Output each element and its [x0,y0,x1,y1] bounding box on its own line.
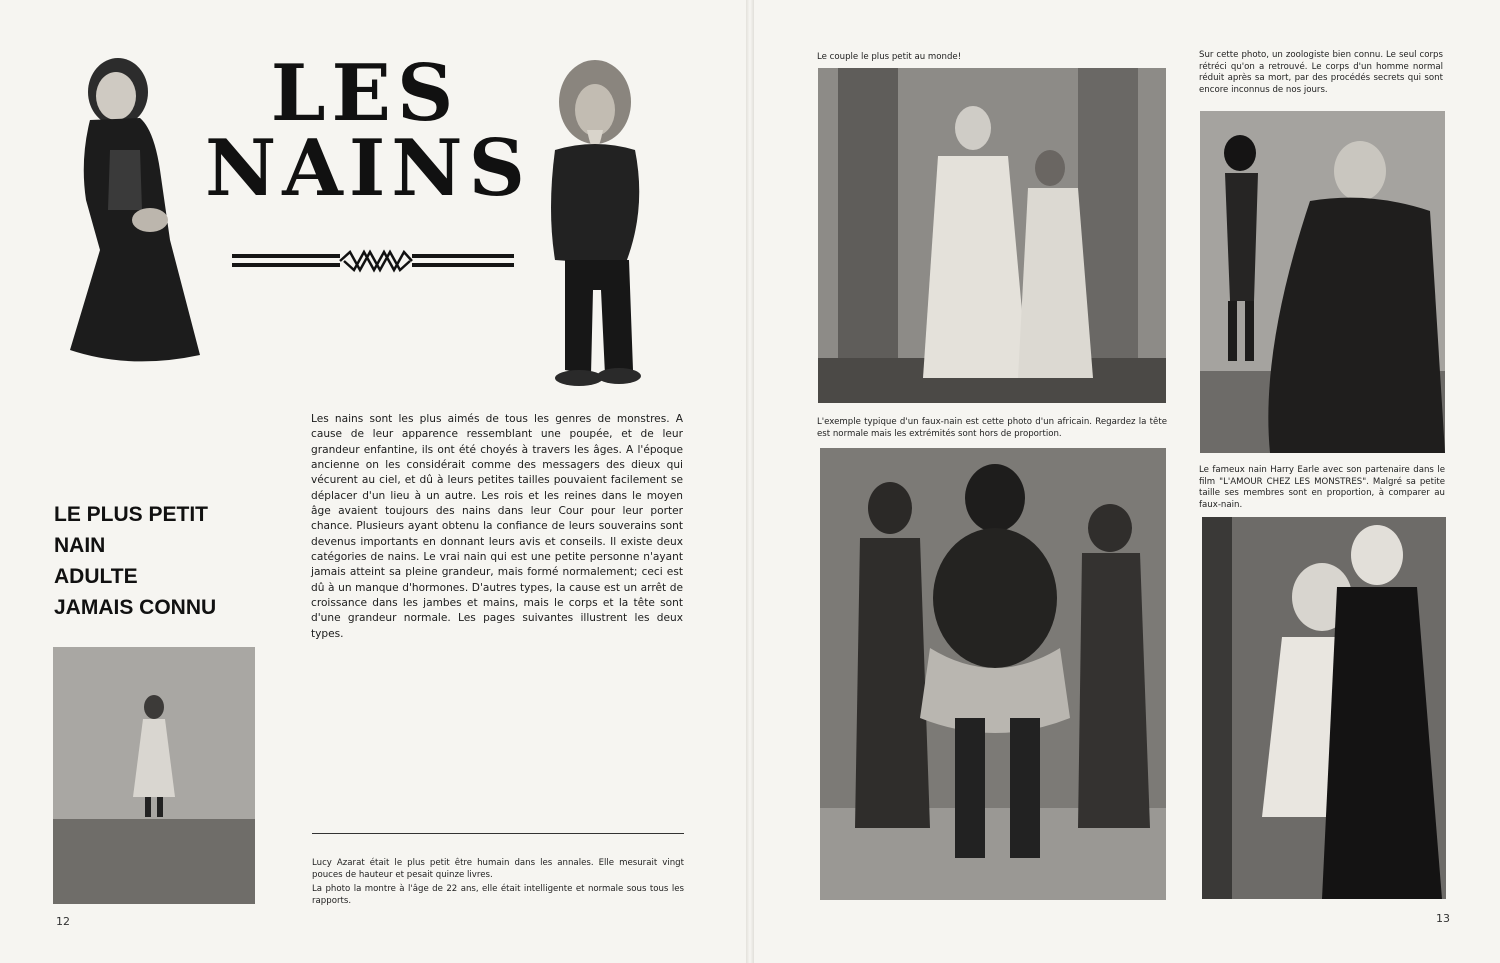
side-heading [54,499,274,623]
side-heading-line: LE PLUS PETIT [54,503,209,526]
photo-man-cutout [535,50,655,390]
photo-woman-cutout [50,50,210,370]
page-number-left: 12 [56,915,70,928]
page-number-right: 13 [1436,912,1450,925]
caption-lucy-1: Lucy Azarat était le plus petit être humain dans les annales. Elle mesurait vingt pouces de hauteur et pesait quinze livres. [312,858,684,880]
side-heading-line: NAIN [54,534,106,557]
page-title-line1: LES [270,48,460,139]
photo-harry-earle [1202,517,1446,899]
photo-smallest-couple [818,68,1166,403]
zigzag-ornament-icon [232,248,514,274]
intro-paragraph: Les nains sont les plus aimés de tous les genres de monstres. A cause de leur apparence ressemblant une poupée, et de leur grandeur enfantine, ils ont été choyés à travers les âges. A l'époque ancienne on les considérait comme des messagers des dieux qui vécurent au ciel, et dû à leurs petites tailles pouvaient facilement se déplacer d'un lieu à un autre. Les rois et les reines dans le moyen âge avaient toujours des nains dans leur Cour pour leur porter chance. Plusieurs ayant obtenu la confiance de leurs souverains sont devenus importants en donnant leurs avis et conseils. Il existe deux catégories de nains. Le vrai nain qui est une petite personne n'ayant jamais atteint sa pleine grandeur, mais formé normalement; ceci est dû à un manque d'hormones. D'autres types, la cause est un arrêt de croissance dans les jambes et mains, mais le corps et la tête sont d'une grandeur normale. Les pages suivantes illustrent les deux types. [311,413,683,640]
page-gutter [746,0,754,963]
photo-lucy-azarat [53,647,255,904]
caption-faux-nain: L'exemple typique d'un faux-nain est cette photo d'un africain. Regardez la tête est normale mais les extrémités sont hors de proportion. [817,417,1167,439]
caption-lucy-2: La photo la montre à l'âge de 22 ans, elle était intelligente et normale sous tous les rapports. [312,884,684,906]
side-heading-line: JAMAIS CONNU [54,596,217,619]
photo-zoologist [1200,111,1445,453]
caption-zoologist: Sur cette photo, un zoologiste bien connu. Le seul corps rétréci qu'on a retrouvé. Le corps d'un homme normal réduit après sa mort, par des procédés secrets qui sont encore inconnus de nos jours. [1199,50,1443,95]
photo-faux-nain [820,448,1166,900]
side-heading-line: ADULTE [54,565,138,588]
caption-divider [312,833,684,834]
page-title-line2: NAINS [205,123,531,214]
caption-harry-earle: Le fameux nain Harry Earle avec son partenaire dans le film "L'AMOUR CHEZ LES MONSTRES". Malgré sa petite taille ses membres sont en proportion, à comparer au faux-nain. [1199,465,1445,510]
caption-couple: Le couple le plus petit au monde! [817,52,962,62]
